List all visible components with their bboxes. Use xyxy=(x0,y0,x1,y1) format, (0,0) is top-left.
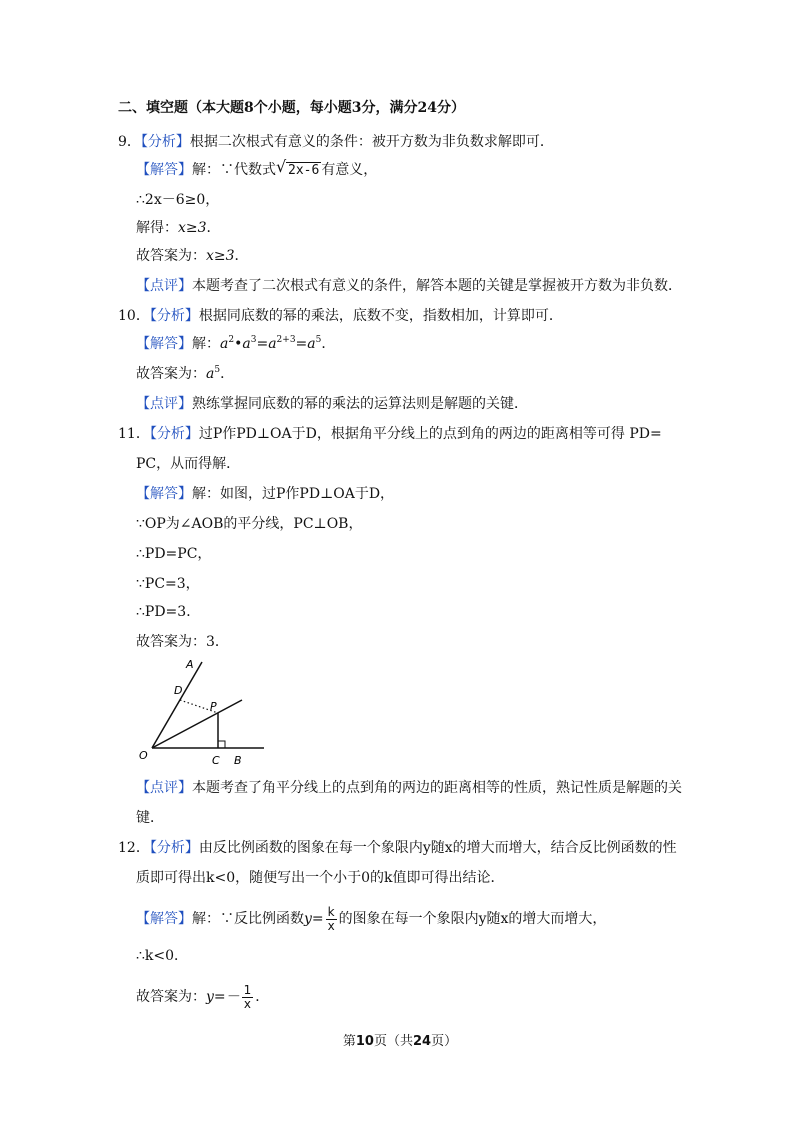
comment-tag: 【点评】 xyxy=(136,396,192,412)
analysis-tag: 【分析】 xyxy=(149,308,199,324)
radical-sign: √ xyxy=(276,157,287,176)
answer-text: 故答案为： xyxy=(136,248,206,264)
question-9-comment xyxy=(136,276,682,296)
operator: • xyxy=(234,336,243,352)
answer-tag: 【解答】 xyxy=(136,486,192,502)
fraction-denominator: x xyxy=(243,996,252,1011)
answer-text: 的图象在每一个象限内y随x的增大而增大， xyxy=(338,911,607,927)
question-12-answer-line-2: ∴k<0． xyxy=(136,948,189,964)
analysis-text: 根据二次根式有意义的条件：被开方数为非负数求解即可． xyxy=(189,134,554,150)
right-angle-mark xyxy=(218,741,225,748)
math-base: a xyxy=(242,336,251,352)
question-11-analysis-line-1 xyxy=(118,424,662,444)
question-11-answer-line-4: ∵PC=3， xyxy=(136,576,200,592)
fraction-numerator: 1 xyxy=(243,982,252,997)
footer-text: 页（共 xyxy=(373,1034,413,1049)
question-11-answer-line-2: ∵OP为∠AOB的平分线，PC⊥OB， xyxy=(136,516,363,532)
answer-tag: 【解答】 xyxy=(136,162,192,178)
analysis-tag: 【分析】 xyxy=(140,134,190,150)
footer-text: 第 xyxy=(342,1034,356,1049)
comment-text: 本题考查了二次根式有意义的条件，解答本题的关键是掌握被开方数为非负数． xyxy=(192,278,682,294)
comment-text: 本题考查了角平分线上的点到角的两边的距离相等的性质，熟记性质是解题的关 xyxy=(192,780,682,796)
question-number: 12． xyxy=(118,840,150,856)
question-11-comment-line-2: 键． xyxy=(136,810,164,826)
answer-text: 故答案为： xyxy=(136,989,206,1005)
question-11-answer-line-5: ∴PD=3． xyxy=(136,604,201,620)
analysis-text: 由反比例函数的图象在每一个象限内y随x的增大而增大，结合反比例函数的性 xyxy=(198,840,677,856)
fraction-k-over-x xyxy=(326,906,337,933)
math-base: a xyxy=(268,336,277,352)
analysis-tag: 【分析】 xyxy=(149,840,199,856)
question-11-answer-line-3: ∴PD=PC， xyxy=(136,546,212,562)
fraction-denominator: x xyxy=(327,918,335,933)
question-11-answer-line-1 xyxy=(136,484,394,504)
answer-text: ． xyxy=(220,366,235,382)
math-base: a xyxy=(206,366,215,382)
answer-text: ． xyxy=(206,220,221,236)
footer-text: 页） xyxy=(431,1034,458,1049)
analysis-text: 根据同底数的幂的乘法，底数不变，指数相加，计算即可． xyxy=(198,308,563,324)
answer-text: 解：∵反比例函数 xyxy=(192,911,304,927)
question-9-answer-line-4 xyxy=(136,246,249,266)
analysis-text: 过P作PD⊥OA于D，根据角平分线上的点到角的两边的距离相等可得 PD= xyxy=(198,426,662,442)
operator: = xyxy=(256,336,269,352)
fraction-numerator: k xyxy=(327,904,335,919)
math-expression: y= xyxy=(304,911,324,927)
question-11-comment-line-1 xyxy=(136,778,682,798)
label-a: A xyxy=(186,658,194,671)
page-number: 10 xyxy=(355,1034,374,1049)
question-10-analysis xyxy=(118,306,563,326)
exponent: 5 xyxy=(315,335,322,345)
angle-bisector-figure xyxy=(138,656,268,772)
question-number: 9． xyxy=(118,134,141,150)
exponent: 5 xyxy=(214,365,221,375)
exponent: 3 xyxy=(250,335,257,345)
analysis-tag: 【分析】 xyxy=(149,426,199,442)
comment-text: 熟练掌握同底数的幂的乘法的运算法则是解题的关键． xyxy=(192,396,528,412)
question-9-answer-line-1 xyxy=(136,157,378,181)
math-base: a xyxy=(307,336,316,352)
answer-tag: 【解答】 xyxy=(136,911,192,927)
math-expression: y=－ xyxy=(206,989,240,1005)
question-11-answer-line-6: 故答案为：3． xyxy=(136,634,229,650)
radicand: 2x-6 xyxy=(288,163,320,178)
answer-text: ． xyxy=(234,248,249,264)
question-12-analysis-line-2: 质即可得出k<0，随便写出一个小于0的k值即可得出结论． xyxy=(136,870,505,886)
math-expression: x≥3 xyxy=(178,220,207,236)
answer-text: 解得： xyxy=(136,220,178,236)
question-10-answer-line-1 xyxy=(136,334,335,354)
answer-text: 有意义， xyxy=(321,162,378,178)
label-c: C xyxy=(212,754,220,767)
question-number: 11． xyxy=(118,426,150,442)
question-9-answer-line-3 xyxy=(136,218,221,238)
label-p: P xyxy=(210,700,217,713)
answer-text: 解：如图，过P作PD⊥OA于D， xyxy=(192,486,395,502)
sqrt-expression xyxy=(276,157,321,181)
question-12-analysis-line-1 xyxy=(118,838,677,858)
fraction-1-over-x xyxy=(242,984,254,1011)
page-footer xyxy=(0,1030,800,1049)
exponent: 2 xyxy=(228,335,235,345)
answer-text: ． xyxy=(321,336,336,352)
exponent: 2+3 xyxy=(276,335,296,345)
math-expression: x≥3 xyxy=(206,248,235,264)
question-12-answer-line-3 xyxy=(136,982,269,1012)
operator: = xyxy=(295,336,308,352)
answer-text: 解： xyxy=(192,336,220,352)
question-10-answer-line-2 xyxy=(136,364,234,384)
question-9-analysis xyxy=(118,132,554,152)
label-d: D xyxy=(174,684,183,697)
question-12-answer-line-1 xyxy=(136,904,606,934)
answer-text: 解：∵代数式 xyxy=(192,162,276,178)
section-title: 二、填空题（本大题8个小题，每小题3分，满分24分） xyxy=(118,100,465,116)
question-number: 10． xyxy=(118,308,150,324)
question-9-answer-line-2: ∴2x－6≥0， xyxy=(136,192,220,208)
label-o: O xyxy=(139,749,148,762)
answer-text: ． xyxy=(255,989,270,1005)
comment-tag: 【点评】 xyxy=(136,278,192,294)
question-10-comment xyxy=(136,394,528,414)
question-11-analysis-line-2: PC，从而得解． xyxy=(136,456,241,472)
math-base: a xyxy=(220,336,229,352)
comment-tag: 【点评】 xyxy=(136,780,192,796)
answer-text: 故答案为： xyxy=(136,366,206,382)
answer-tag: 【解答】 xyxy=(136,336,192,352)
total-pages: 24 xyxy=(413,1034,432,1049)
label-b: B xyxy=(234,754,242,767)
